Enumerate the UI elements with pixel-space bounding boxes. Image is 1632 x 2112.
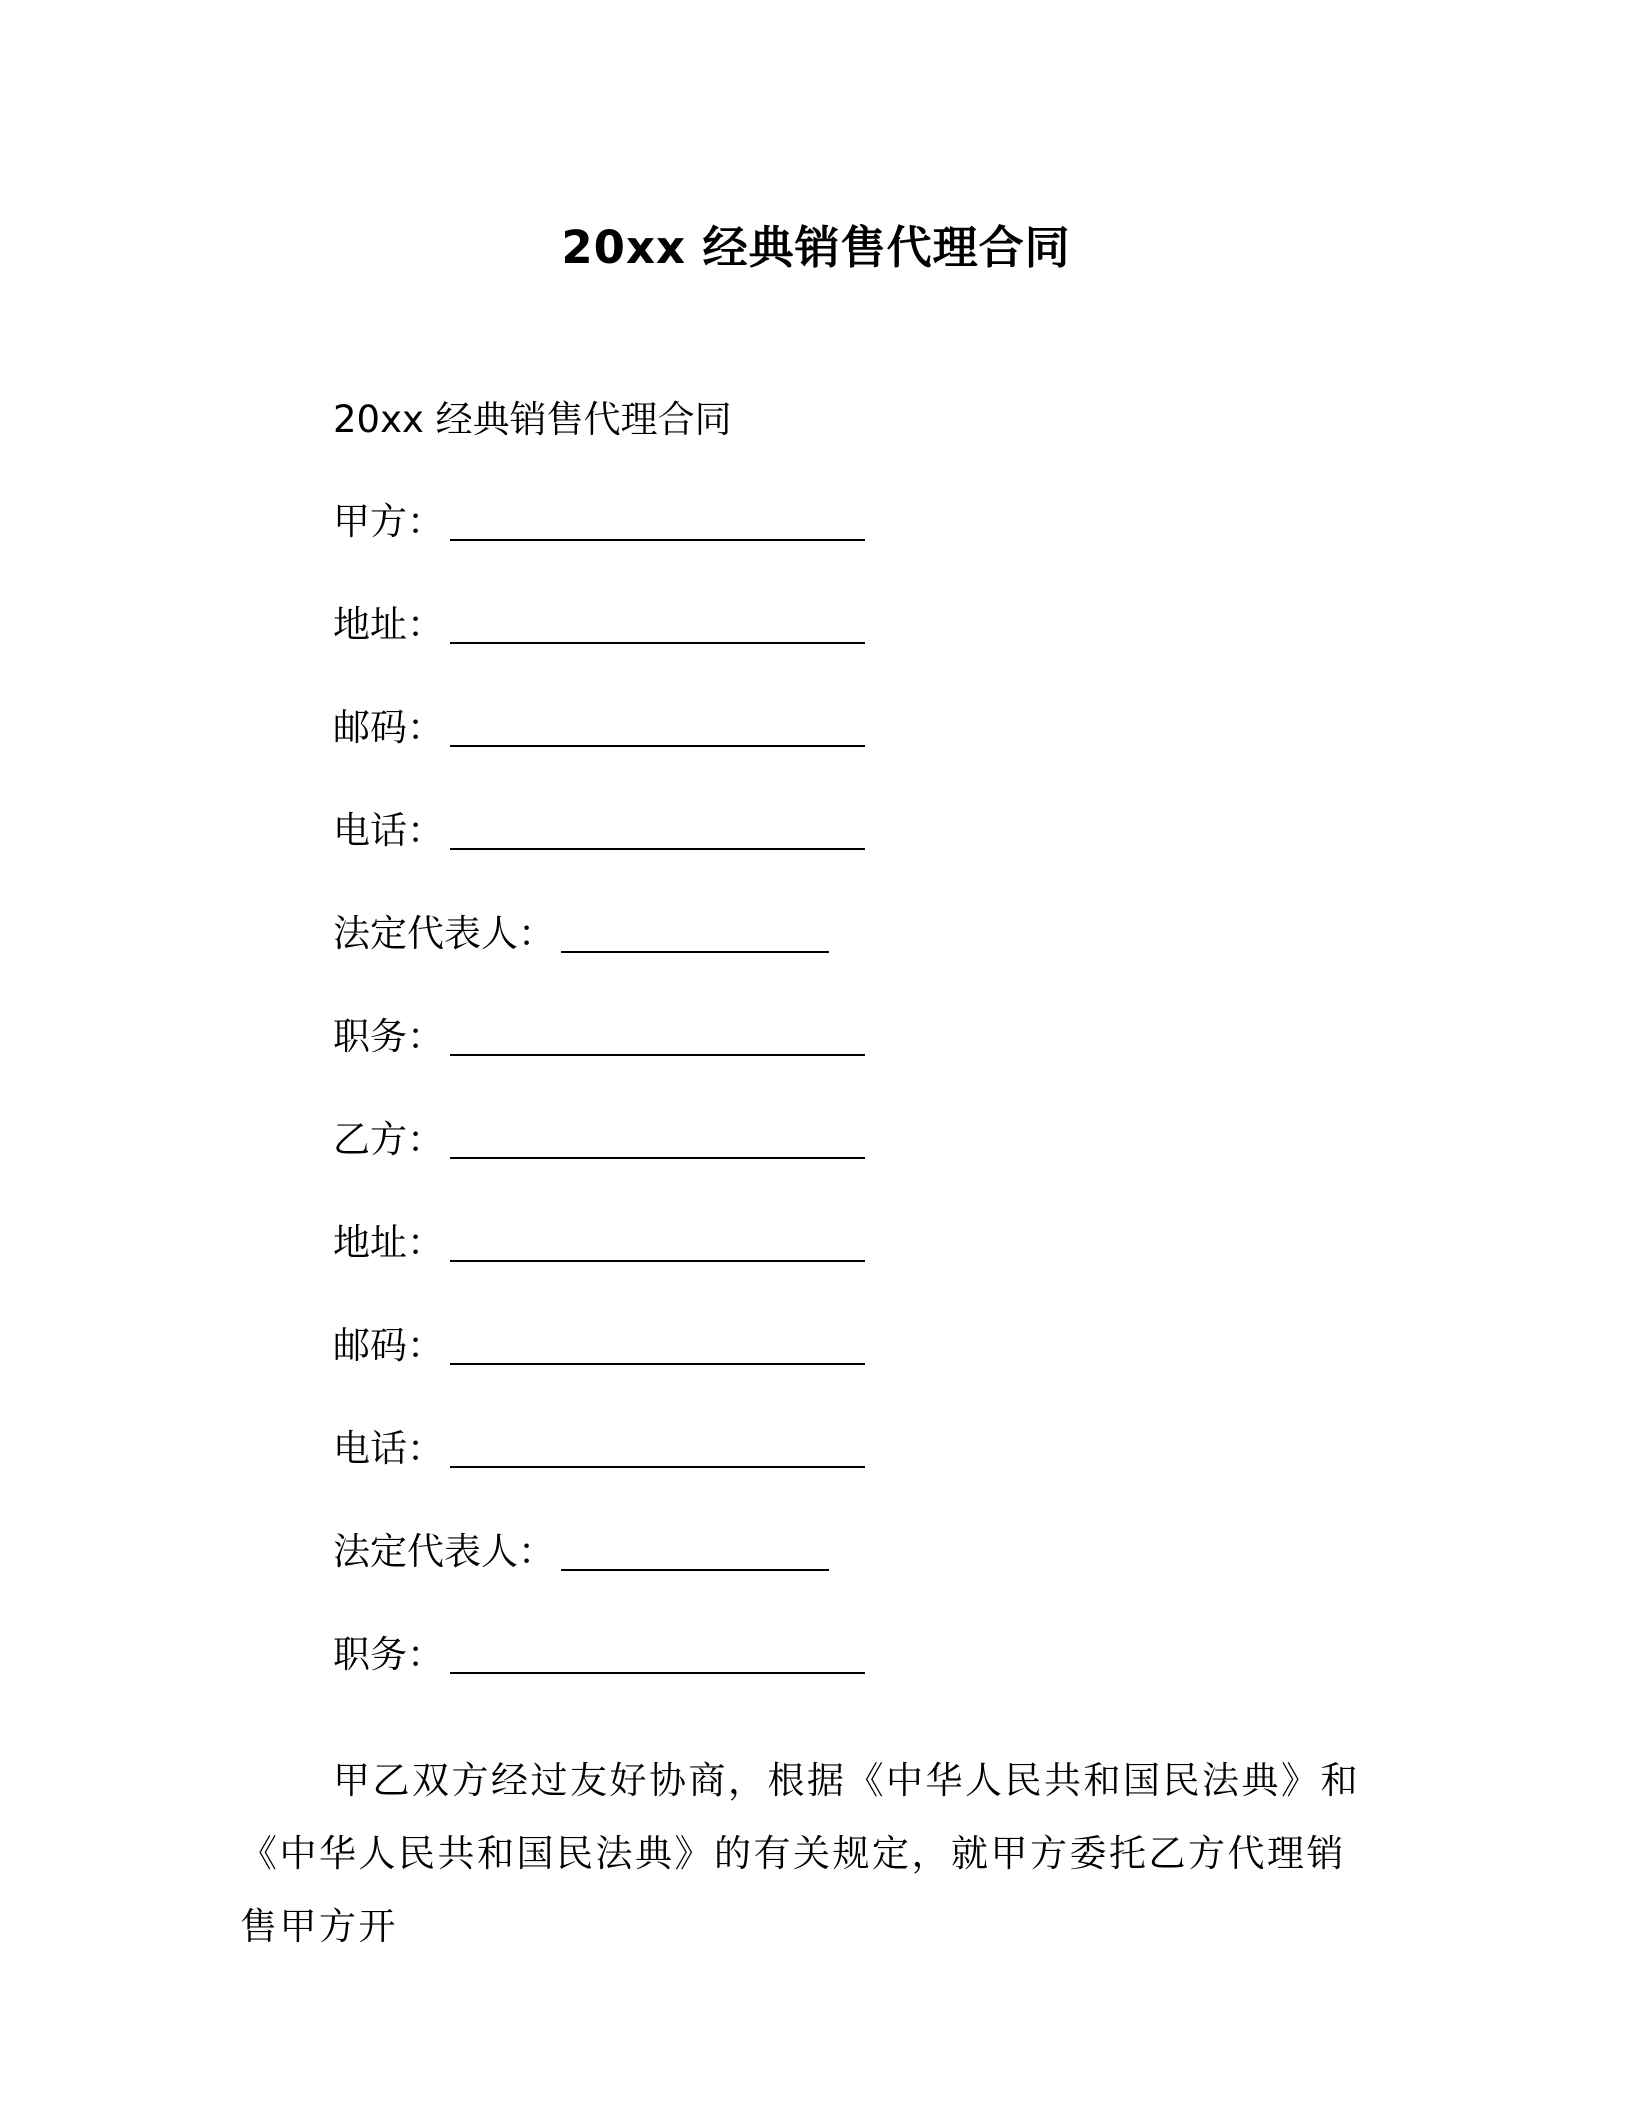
- party-b-postcode-blank[interactable]: [450, 1325, 865, 1365]
- party-b-field: [333, 1115, 865, 1165]
- party-b-phone-blank[interactable]: [450, 1428, 865, 1468]
- party-a-position-blank[interactable]: [450, 1016, 865, 1056]
- party-a-label: 甲方：: [333, 500, 444, 543]
- party-a-blank[interactable]: [450, 501, 865, 541]
- party-b-phone-label: 电话：: [333, 1427, 444, 1470]
- party-b-address-field: [333, 1218, 865, 1268]
- party-a-field: [333, 497, 865, 547]
- party-b-address-blank[interactable]: [450, 1222, 865, 1262]
- document-title: 20xx 经典销售代理合同: [561, 221, 1071, 274]
- party-b-legal-rep-label: 法定代表人：: [333, 1530, 555, 1573]
- document-subtitle: 20xx 经典销售代理合同: [333, 398, 732, 441]
- party-b-postcode-label: 邮码：: [333, 1324, 444, 1367]
- party-a-legal-rep-field: [333, 909, 829, 959]
- party-b-legal-rep-blank[interactable]: [561, 1531, 829, 1571]
- party-b-position-field: [333, 1630, 865, 1680]
- party-a-address-blank[interactable]: [450, 604, 865, 644]
- party-a-postcode-field: [333, 703, 865, 753]
- party-a-position-field: [333, 1012, 865, 1062]
- body-paragraph: 甲乙双方经过友好协商，根据《中华人民共和国民法典》和《中华人民共和国民法典》的有关规定，就甲方委托乙方代理销售甲方开: [240, 1759, 1360, 1948]
- party-a-phone-field: [333, 806, 865, 856]
- party-a-address-field: [333, 600, 865, 650]
- party-a-legal-rep-blank[interactable]: [561, 913, 829, 953]
- party-b-postcode-field: [333, 1321, 865, 1371]
- party-a-legal-rep-label: 法定代表人：: [333, 912, 555, 955]
- party-b-legal-rep-field: [333, 1527, 829, 1577]
- party-a-address-label: 地址：: [333, 603, 444, 646]
- party-b-position-label: 职务：: [333, 1633, 444, 1676]
- party-a-position-label: 职务：: [333, 1015, 444, 1058]
- party-b-blank[interactable]: [450, 1119, 865, 1159]
- party-a-postcode-blank[interactable]: [450, 707, 865, 747]
- party-a-phone-label: 电话：: [333, 809, 444, 852]
- party-a-phone-blank[interactable]: [450, 810, 865, 850]
- party-b-address-label: 地址：: [333, 1221, 444, 1264]
- party-a-postcode-label: 邮码：: [333, 706, 444, 749]
- party-b-phone-field: [333, 1424, 865, 1474]
- party-b-label: 乙方：: [333, 1118, 444, 1161]
- party-b-position-blank[interactable]: [450, 1634, 865, 1674]
